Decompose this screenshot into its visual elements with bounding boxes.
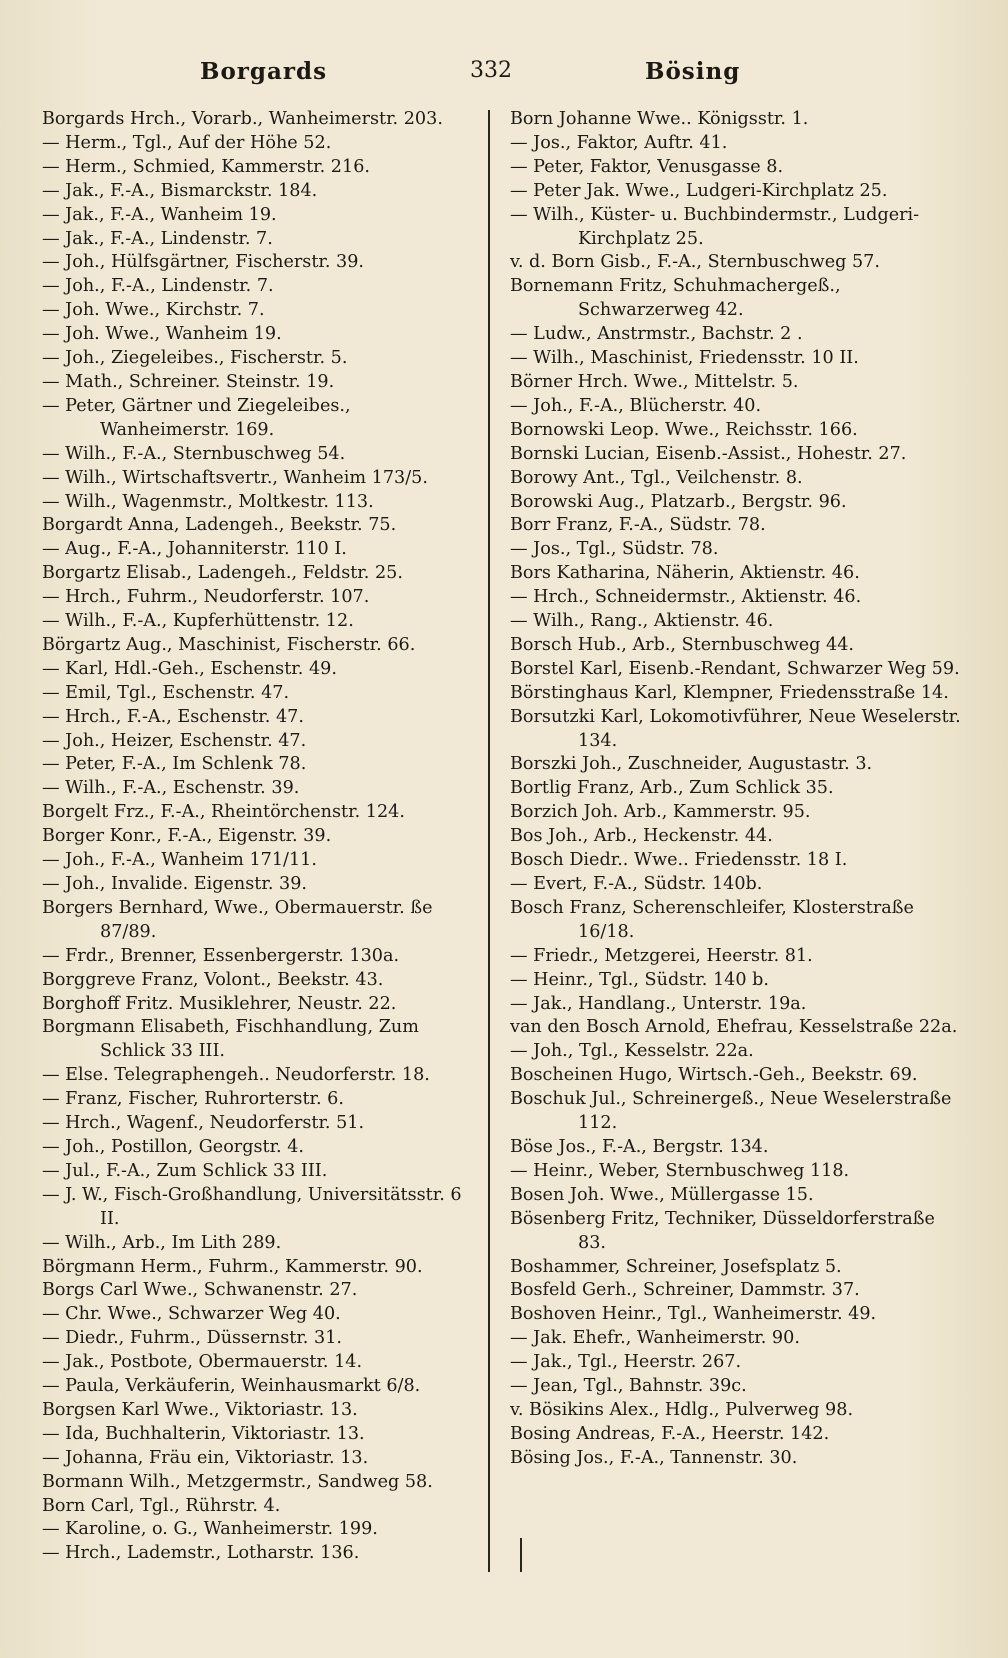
directory-entry: — Math., Schreiner. Steinstr. 19. <box>42 371 335 392</box>
directory-entry: Bormann Wilh., Metzgermstr., Sandweg 58. <box>42 1471 433 1492</box>
directory-entry: — Joh., Hülfsgärtner, Fischerstr. 39. <box>42 252 365 273</box>
directory-entry: Borgers Bernhard, Wwe., Obermauerstr. ße 87/89. <box>42 897 433 942</box>
directory-entry: Borszki Joh., Zuschneider, Augustastr. 3. <box>510 754 873 775</box>
directory-entry: Borowy Ant., Tgl., Veilchenstr. 8. <box>510 467 803 488</box>
directory-entry: — Ludw., Anstrmstr., Bachstr. 2 . <box>510 324 803 345</box>
directory-entry: Borzich Joh. Arb., Kammerstr. 95. <box>510 802 811 823</box>
directory-entry: — Evert, F.-A., Südstr. 140b. <box>510 874 763 894</box>
directory-entry: — Joh., Tgl., Kesselstr. 22a. <box>510 1041 754 1062</box>
directory-entry: — Aug., F.-A., Johanniterstr. 110 I. <box>42 539 347 560</box>
directory-entry: Boscheinen Hugo, Wirtsch.-Geh., Beekstr. 69. <box>510 1065 918 1086</box>
directory-entry: — Wilh., Wagenmstr., Moltkestr. 113. <box>42 491 374 512</box>
directory-entry: Borgardt Anna, Ladengeh., Beekstr. 75. <box>42 515 397 536</box>
directory-entry: Borsutzki Karl, Lokomotivführer, Neue Weselerstr. 134. <box>510 706 961 751</box>
directory-entry: — Wilh., F.-A., Sternbuschweg 54. <box>42 443 346 464</box>
directory-entry: — Hrch., Lademstr., Lotharstr. 136. <box>42 1543 360 1564</box>
directory-entry: — Peter Jak. Wwe., Ludgeri-Kirchplatz 25. <box>510 180 888 201</box>
directory-entry: Bornski Lucian, Eisenb.-Assist., Hohestr. 27. <box>510 443 907 464</box>
directory-entry: — Joh., Heizer, Eschenstr. 47. <box>42 730 307 751</box>
directory-entry: — Jak., F.-A., Wanheim 19. <box>42 204 277 225</box>
directory-entry: — Hrch., Fuhrm., Neudorferstr. 107. <box>42 587 370 608</box>
directory-entry: — Joh., Ziegeleibes., Fischerstr. 5. <box>42 348 348 369</box>
directory-entry: — Joh., F.-A., Wanheim 171/11. <box>42 850 317 871</box>
directory-entry: Boschuk Jul., Schreinergeß., Neue Weselerstraße 112. <box>510 1089 952 1134</box>
directory-entry: — Peter, F.-A., Im Schlenk 78. <box>42 754 307 775</box>
directory-entry: — Jak., Handlang., Unterstr. 19a. <box>510 993 807 1014</box>
directory-entry: — Heinr., Tgl., Südstr. 140 b. <box>510 969 769 990</box>
directory-entry: Bösing Jos., F.-A., Tannenstr. 30. <box>510 1447 798 1468</box>
directory-entry: — Jean, Tgl., Bahnstr. 39c. <box>510 1376 747 1397</box>
directory-entry: Bors Katharina, Näherin, Aktienstr. 46. <box>510 563 860 584</box>
directory-entry: Börgmann Herm., Fuhrm., Kammerstr. 90. <box>42 1256 423 1277</box>
directory-entry: Borgmann Elisabeth, Fischhandlung, Zum Schlick 33 III. <box>42 1017 419 1062</box>
page-header <box>0 58 1008 98</box>
directory-entry: — Jak., Tgl., Heerstr. 267. <box>510 1352 742 1373</box>
directory-entry: — Jul., F.-A., Zum Schlick 33 III. <box>42 1160 328 1181</box>
directory-entry: Borggreve Franz, Volont., Beekstr. 43. <box>42 969 384 990</box>
directory-entry: — Else. Telegraphengeh.. Neudorferstr. 18. <box>42 1065 430 1086</box>
directory-entry: — Joh. Wwe., Kirchstr. 7. <box>42 300 265 321</box>
directory-entry: — Wilh., Maschinist, Friedensstr. 10 II. <box>510 348 859 369</box>
directory-entry: — Wilh., Arb., Im Lith 289. <box>42 1232 282 1253</box>
directory-entry: Börner Hrch. Wwe., Mittelstr. 5. <box>510 371 799 392</box>
directory-entry: Born Johanne Wwe.. Königsstr. 1. <box>510 109 809 129</box>
directory-entry: Boshoven Heinr., Tgl., Wanheimerstr. 49. <box>510 1304 877 1325</box>
directory-entry: — Johanna, Fräu ein, Viktoriastr. 13. <box>42 1447 369 1468</box>
directory-entry: — Herm., Schmied, Kammerstr. 216. <box>42 156 370 177</box>
directory-entry: — Wilh., F.-A., Eschenstr. 39. <box>42 778 300 799</box>
directory-entry: Borgs Carl Wwe., Schwanenstr. 27. <box>42 1280 358 1301</box>
directory-entry: — Hrch., Schneidermstr., Aktienstr. 46. <box>510 587 862 608</box>
directory-entry: — Franz, Fischer, Ruhrorterstr. 6. <box>42 1089 344 1110</box>
directory-entry: Borr Franz, F.-A., Südstr. 78. <box>510 515 766 536</box>
directory-entry: Boshammer, Schreiner, Josefsplatz 5. <box>510 1256 842 1277</box>
header-first-name: Borgards <box>200 58 328 85</box>
directory-entry: — Hrch., Wagenf., Neudorferstr. 51. <box>42 1113 365 1134</box>
directory-entry: — Frdr., Brenner, Essenbergerstr. 130a. <box>42 945 400 966</box>
directory-entry: Börstinghaus Karl, Klempner, Friedensstraße 14. <box>510 682 949 703</box>
page-number: 332 <box>470 58 512 83</box>
directory-entry: — Friedr., Metzgerei, Heerstr. 81. <box>510 945 813 966</box>
directory-entry: — Jak., Postbote, Obermauerstr. 14. <box>42 1352 363 1373</box>
directory-entry: Bosch Franz, Scherenschleifer, Klosterstraße 16/18. <box>510 897 914 942</box>
directory-entry: — Joh., F.-A., Lindenstr. 7. <box>42 276 274 297</box>
directory-entry: Borgartz Elisab., Ladengeh., Feldstr. 25. <box>42 563 403 584</box>
directory-entry: Borgelt Frz., F.-A., Rheintörchenstr. 124. <box>42 802 405 823</box>
directory-entry: — Joh., F.-A., Blücherstr. 40. <box>510 395 762 416</box>
directory-entry: Bösenberg Fritz, Techniker, Düsseldorferstraße 83. <box>510 1208 935 1253</box>
directory-entry: — Karoline, o. G., Wanheimerstr. 199. <box>42 1519 378 1540</box>
directory-entry: — Joh. Wwe., Wanheim 19. <box>42 324 282 345</box>
directory-entry: — Jak. Ehefr., Wanheimerstr. 90. <box>510 1328 800 1349</box>
directory-entry: — Wilh., Küster- u. Buchbindermstr., Ludgeri-Kirchplatz 25. <box>510 204 920 249</box>
directory-entry: Borgsen Karl Wwe., Viktoriastr. 13. <box>42 1399 358 1420</box>
directory-entry: Borowski Aug., Platzarb., Bergstr. 96. <box>510 491 847 512</box>
directory-entry: v. d. Born Gisb., F.-A., Sternbuschweg 57. <box>510 252 880 273</box>
directory-entry: — Hrch., F.-A., Eschenstr. 47. <box>42 706 304 727</box>
directory-entry: Bornemann Fritz, Schuhmachergeß., Schwarzerweg 42. <box>510 276 841 321</box>
directory-entry: — Herm., Tgl., Auf der Höhe 52. <box>42 132 332 153</box>
directory-entry: Börgartz Aug., Maschinist, Fischerstr. 66. <box>42 634 416 655</box>
directory-entry: — Emil, Tgl., Eschenstr. 47. <box>42 682 290 703</box>
directory-entry: Borger Konr., F.-A., Eigenstr. 39. <box>42 826 332 847</box>
directory-entry: — Karl, Hdl.-Geh., Eschenstr. 49. <box>42 658 337 679</box>
right-column <box>510 108 962 1471</box>
directory-entry: Bornowski Leop. Wwe., Reichsstr. 166. <box>510 419 858 440</box>
directory-entry: Bosing Andreas, F.-A., Heerstr. 142. <box>510 1423 830 1444</box>
directory-entry: — Diedr., Fuhrm., Düssernstr. 31. <box>42 1328 342 1349</box>
directory-entry: — Jak., F.-A., Bismarckstr. 184. <box>42 180 318 201</box>
directory-entry: — Peter, Faktor, Venusgasse 8. <box>510 156 784 177</box>
directory-entry: Borsch Hub., Arb., Sternbuschweg 44. <box>510 634 854 655</box>
directory-entry: Borstel Karl, Eisenb.-Rendant, Schwarzer Weg 59. <box>510 658 960 679</box>
directory-entry: v. Bösikins Alex., Hdlg., Pulverweg 98. <box>510 1399 854 1420</box>
directory-entry: van den Bosch Arnold, Ehefrau, Kesselstraße 22a. <box>510 1017 958 1038</box>
directory-entry: — Joh., Invalide. Eigenstr. 39. <box>42 874 307 894</box>
directory-entry: — Wilh., Rang., Aktienstr. 46. <box>510 611 774 632</box>
directory-entry: Bosch Diedr.. Wwe.. Friedensstr. 18 I. <box>510 850 848 871</box>
header-last-name: Bösing <box>645 58 741 85</box>
directory-entry: Born Carl, Tgl., Rührstr. 4. <box>42 1495 281 1516</box>
directory-entry: — Jos., Faktor, Auftr. 41. <box>510 132 728 153</box>
directory-entry: Böse Jos., F.-A., Bergstr. 134. <box>510 1136 769 1157</box>
left-column <box>42 108 480 1566</box>
directory-entry: — Jak., F.-A., Lindenstr. 7. <box>42 228 273 249</box>
directory-entry: — Wilh., F.-A., Kupferhüttenstr. 12. <box>42 611 354 632</box>
directory-entry: Borghoff Fritz. Musiklehrer, Neustr. 22. <box>42 993 397 1014</box>
directory-entry: — Joh., Postillon, Georgstr. 4. <box>42 1136 305 1157</box>
directory-entry: Bos Joh., Arb., Heckenstr. 44. <box>510 826 773 847</box>
directory-entry: Bosfeld Gerh., Schreiner, Dammstr. 37. <box>510 1280 860 1301</box>
directory-entry: Bortlig Franz, Arb., Zum Schlick 35. <box>510 778 834 799</box>
directory-entry: — J. W., Fisch-Großhandlung, Universitätsstr. 6 II. <box>42 1184 462 1229</box>
directory-entry: — Paula, Verkäuferin, Weinhausmarkt 6/8. <box>42 1376 421 1397</box>
directory-entry: — Chr. Wwe., Schwarzer Weg 40. <box>42 1304 341 1325</box>
directory-entry: — Jos., Tgl., Südstr. 78. <box>510 539 719 560</box>
directory-entry: — Ida, Buchhalterin, Viktoriastr. 13. <box>42 1423 365 1444</box>
directory-entry: Bosen Joh. Wwe., Müllergasse 15. <box>510 1184 814 1205</box>
directory-entry: — Heinr., Weber, Sternbuschweg 118. <box>510 1160 850 1181</box>
column-divider <box>488 110 490 1572</box>
directory-entry: Borgards Hrch., Vorarb., Wanheimerstr. 203. <box>42 109 443 129</box>
directory-entry: — Wilh., Wirtschaftsvertr., Wanheim 173/5. <box>42 467 428 488</box>
bottom-margin-mark <box>520 1538 522 1572</box>
directory-entry: — Peter, Gärtner und Ziegeleibes., Wanheimerstr. 169. <box>42 395 351 440</box>
